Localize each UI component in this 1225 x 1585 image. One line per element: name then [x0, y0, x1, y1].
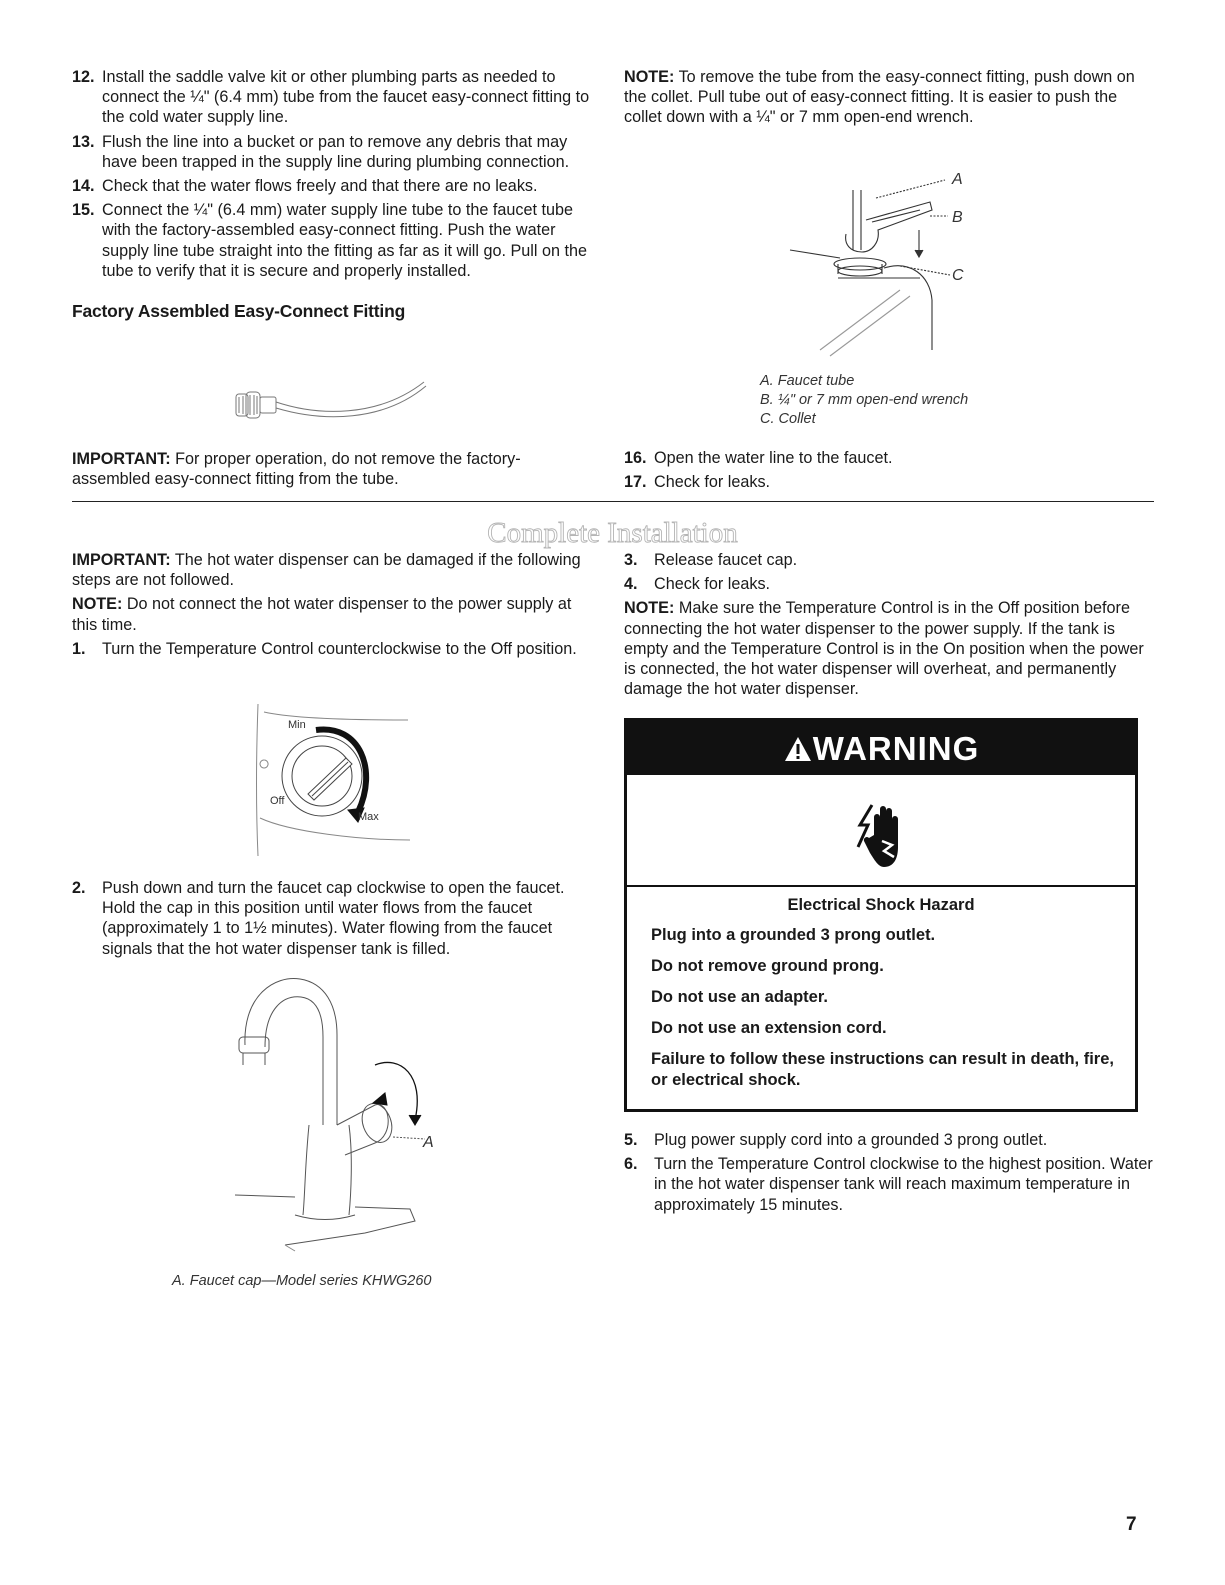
- warning-line: Do not use an extension cord.: [651, 1019, 887, 1037]
- caption-line: C. Collet: [760, 411, 816, 427]
- faucet-label-a: A: [423, 1134, 434, 1151]
- step-1: [72, 639, 592, 659]
- steps-16-17: [624, 448, 1154, 496]
- temperature-dial-illustration: [250, 700, 420, 860]
- step-text: Connect the ¼" (6.4 mm) water supply line tube to the faucet tube with the factory-assembled easy-connect fitting. Push the water supply line tube straight into the fitting as far as it will go. Pull on the tube to verify that it is secure and properly installed.: [102, 201, 587, 280]
- step-17: [624, 472, 1154, 492]
- step-text: Check for leaks.: [654, 473, 771, 492]
- step-number: 13.: [72, 132, 95, 151]
- step-14: [72, 176, 592, 196]
- step-4: [624, 574, 1154, 594]
- step-text: Open the water line to the faucet.: [654, 449, 893, 467]
- step-12: [72, 67, 592, 128]
- important-label: IMPORTANT:: [72, 551, 171, 569]
- hazard-title: Electrical Shock Hazard: [787, 896, 975, 914]
- warning-line: Failure to follow these instructions can result in death, fire, or electrical shock.: [651, 1050, 1114, 1089]
- label-c: C: [952, 267, 964, 284]
- step-text: Plug power supply cord into a grounded 3 prong outlet.: [654, 1131, 1048, 1149]
- page-number: 7: [1126, 1514, 1137, 1535]
- step-number: 16.: [624, 449, 647, 467]
- electric-shock-hand-icon: [852, 795, 912, 875]
- step-text: Push down and turn the faucet cap clockwise to open the faucet. Hold the cap in this position until water flows from the faucet (approximately 1 to 1½ minutes). Water flowing from the faucet signals that the hot water dispenser tank is filled.: [102, 879, 565, 958]
- step-text: Check for leaks.: [654, 575, 771, 594]
- note-label: NOTE:: [72, 595, 123, 614]
- step-number: 14.: [72, 177, 95, 196]
- step-text: Flush the line into a bucket or pan to remove any debris that may have been trapped in the supply line during plumbing connection.: [102, 132, 570, 171]
- right-column-top: [624, 67, 1154, 132]
- caption-line: B. ¼" or 7 mm open-end wrench: [760, 392, 969, 408]
- step-13: [72, 132, 592, 172]
- step-number: 1.: [72, 639, 86, 658]
- faucet-caption: A. Faucet cap—Model series KHWG260: [172, 1273, 432, 1289]
- step-text: Turn the Temperature Control counterclockwise to the Off position.: [102, 639, 577, 658]
- step-16: [624, 448, 1154, 468]
- faucet-illustration: [225, 975, 455, 1265]
- step-number: 4.: [624, 575, 638, 594]
- right-column-bottom: [624, 550, 1154, 703]
- dial-off-label: Off: [270, 795, 285, 807]
- important-label: IMPORTANT:: [72, 450, 171, 468]
- step-6: [624, 1154, 1154, 1215]
- step-text: Install the saddle valve kit or other plumbing parts as needed to connect the ¼" (6.4 mm) tube from the faucet easy-connect fitting to the cold water supply line.: [102, 68, 590, 127]
- section-divider: [72, 501, 1154, 502]
- steps-5-6: [624, 1130, 1154, 1219]
- important-text: The hot water dispenser can be damaged if the following steps are not followed.: [72, 551, 581, 590]
- warning-banner-text: WARNING: [812, 730, 980, 767]
- warning-line: Do not remove ground prong.: [651, 957, 884, 975]
- label-b: B: [952, 209, 963, 226]
- warning-line: Do not use an adapter.: [651, 988, 828, 1006]
- collet-wrench-illustration: [780, 160, 1000, 360]
- step-number: 17.: [624, 473, 647, 492]
- note-text: Make sure the Temperature Control is in the Off position before connecting the hot water dispenser to the power supply. If the tank is empty and the Temperature Control is in the On position when the power is connected, the hot water dispenser will overheat, and permanently damage the hot water dispenser.: [624, 599, 1144, 699]
- collet-figure-captions: [760, 372, 1060, 429]
- caption-line: A. Faucet tube: [760, 373, 855, 389]
- hazard-icon-row: [627, 775, 1135, 887]
- warning-box: [624, 718, 1138, 1112]
- step-5: [624, 1130, 1154, 1150]
- step-number: 12.: [72, 68, 95, 86]
- step-number: 2.: [72, 879, 86, 897]
- step-number: 15.: [72, 201, 95, 220]
- note-label: NOTE:: [624, 599, 675, 618]
- left-column-bottom: [72, 550, 592, 663]
- warning-triangle-icon: [783, 735, 813, 763]
- step-15: [72, 200, 592, 281]
- step-number: 5.: [624, 1131, 638, 1149]
- important-text: For proper operation, do not remove the factory-assembled easy-connect fitting from the tube.: [72, 450, 521, 489]
- step-number: 3.: [624, 551, 638, 569]
- easy-connect-fitting-illustration: [228, 378, 428, 430]
- step-text: Check that the water flows freely and that there are no leaks.: [102, 177, 538, 196]
- step-3: [624, 550, 1154, 570]
- dial-min-label: Min: [288, 719, 306, 731]
- dial-max-label: Max: [358, 811, 379, 823]
- warning-line: Plug into a grounded 3 prong outlet.: [651, 926, 936, 944]
- step-number: 6.: [624, 1155, 638, 1174]
- step-text: Release faucet cap.: [654, 551, 798, 569]
- important-note-1: [72, 449, 592, 493]
- section-title: Complete Installation: [487, 517, 738, 549]
- note-text: Do not connect the hot water dispenser to the power supply at this time.: [72, 595, 572, 634]
- note-text: To remove the tube from the easy-connect fitting, push down on the collet. Pull tube out of easy-connect fitting. It is easier to push the collet down with a ¼" or 7 mm open-end wrench.: [624, 68, 1135, 127]
- left-column-top: [72, 67, 592, 321]
- note-label: NOTE:: [624, 68, 675, 86]
- step-2: [72, 878, 592, 959]
- step-2-block: [72, 878, 592, 963]
- label-a: A: [952, 171, 963, 188]
- fitting-heading: Factory Assembled Easy-Connect Fitting: [72, 301, 406, 322]
- warning-banner: [627, 721, 1135, 775]
- step-text: Turn the Temperature Control clockwise to the highest position. Water in the hot water dispenser tank will reach maximum temperature in approximately 15 minutes.: [654, 1155, 1153, 1214]
